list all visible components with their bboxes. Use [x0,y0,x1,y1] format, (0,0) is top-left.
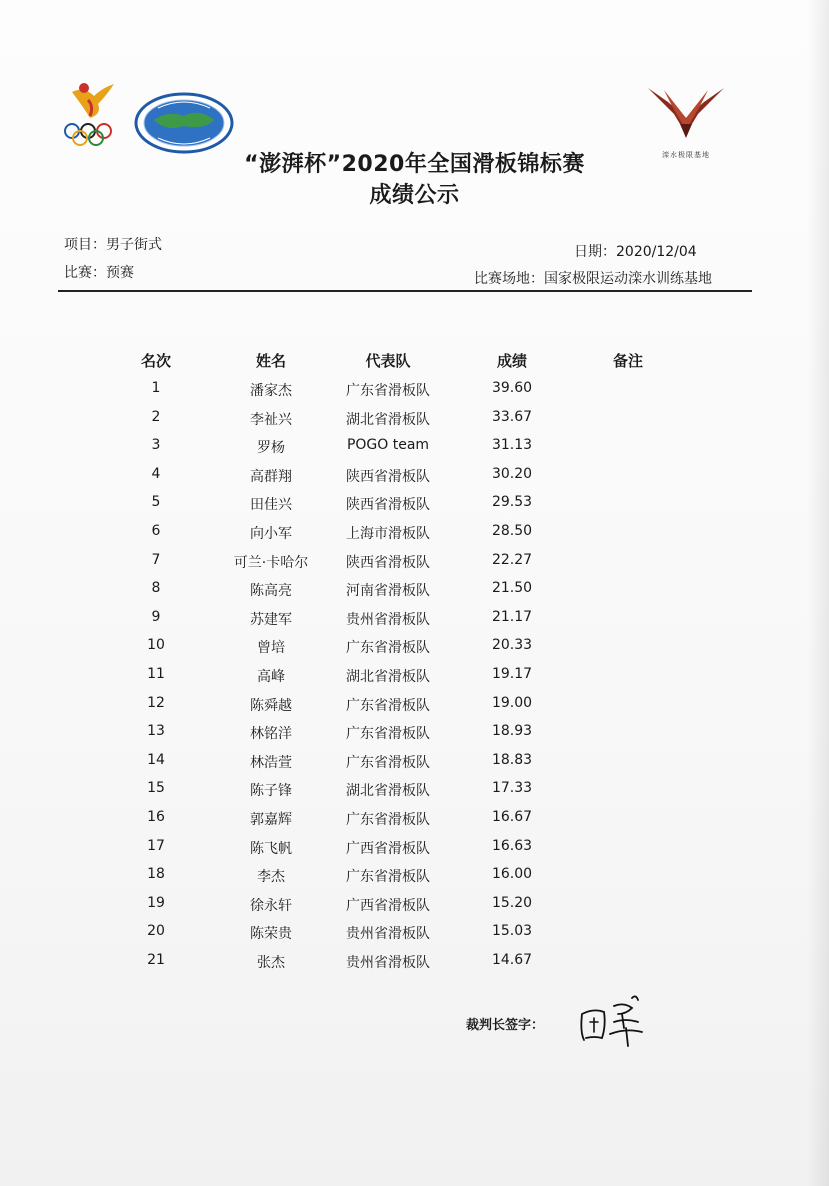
name-cell: 张杰 [257,954,285,971]
score-cell: 33.67 [491,408,533,425]
venue-label: 比赛场地：国家极限运动滦水训练基地 [474,271,712,287]
name-cell: 陈子锋 [250,783,292,800]
table-row [0,834,829,863]
score-cell: 30.20 [491,465,533,482]
name-cell: 郭嘉辉 [250,811,292,828]
rank-cell: 7 [151,551,161,568]
table-row [0,719,829,748]
table-row [0,862,829,891]
rank-cell: 18 [147,866,165,883]
results-table [0,376,829,976]
table-row [0,891,829,920]
name-cell: 罗杨 [257,440,285,457]
round-label: 比赛：预赛 [64,265,134,281]
team-cell: 湖北省滑板队 [346,668,430,685]
column-header-name: 姓名 [255,352,286,370]
table-row [0,462,829,491]
score-cell: 16.67 [491,808,533,825]
score-cell: 21.50 [491,580,533,597]
rank-cell: 14 [147,751,165,768]
team-cell: 广东省滑板队 [346,754,430,771]
team-cell: POGO team [346,437,430,454]
rank-cell: 9 [151,608,161,625]
team-cell: 广西省滑板队 [346,840,430,857]
column-header-note: 备注 [612,352,643,370]
name-cell: 林浩萱 [250,754,292,771]
team-cell: 陕西省滑板队 [346,497,430,514]
score-cell: 19.00 [491,694,533,711]
team-cell: 陕西省滑板队 [346,554,430,571]
team-cell: 广东省滑板队 [346,811,430,828]
score-cell: 22.27 [491,551,533,568]
name-cell: 林铭洋 [250,726,292,743]
name-cell: 潘家杰 [250,383,292,399]
name-cell: 曾培 [257,640,285,657]
rank-cell: 12 [147,694,165,711]
header-divider [58,290,752,292]
score-cell: 28.50 [491,522,533,539]
table-row [0,748,829,777]
sports-federation-logo [60,78,122,148]
table-row [0,691,829,720]
score-cell: 18.83 [491,751,533,768]
team-cell: 广东省滑板队 [346,697,430,714]
table-row [0,519,829,548]
name-cell: 陈舜越 [250,697,292,714]
name-cell: 陈荣贵 [250,926,292,943]
name-cell: 李祉兴 [250,411,292,428]
team-cell: 贵州省滑板队 [346,926,430,943]
team-cell: 河南省滑板队 [346,583,430,600]
rank-cell: 19 [147,894,165,911]
handwritten-signature [574,992,664,1052]
team-cell: 陕西省滑板队 [346,468,430,485]
table-row [0,919,829,948]
table-row [0,376,829,405]
team-cell: 广东省滑板队 [346,640,430,657]
team-cell: 贵州省滑板队 [346,954,430,971]
name-cell: 陈飞帆 [250,840,292,857]
team-cell: 湖北省滑板队 [346,783,430,800]
table-row [0,548,829,577]
score-cell: 16.63 [491,837,533,854]
score-cell: 39.60 [491,380,533,396]
fox-emblem-icon [634,84,738,146]
team-cell: 广东省滑板队 [346,726,430,743]
team-cell: 广西省滑板队 [346,897,430,914]
rank-cell: 5 [151,494,161,511]
score-cell: 31.13 [491,437,533,454]
table-row [0,433,829,462]
base-logo-text: 滦水极限基地 [662,151,710,159]
rank-cell: 10 [147,637,165,654]
page-title: “澎湃杯”2020年全国滑板锦标赛 [244,152,585,177]
team-cell: 广东省滑板队 [346,869,430,886]
chief-judge-signature-label: 裁判长签字： [466,1018,545,1033]
skateboard-association-logo [134,92,234,154]
name-cell: 陈高亮 [250,583,292,600]
rank-cell: 8 [151,580,161,597]
table-row [0,662,829,691]
team-cell: 上海市滑板队 [346,525,430,542]
team-cell: 广东省滑板队 [346,383,430,399]
date-label: 日期：2020/12/04 [574,244,697,260]
score-cell: 15.03 [491,923,533,940]
table-row [0,776,829,805]
score-cell: 16.00 [491,866,533,883]
event-label: 项目：男子街式 [64,237,162,253]
name-cell: 田佳兴 [250,497,292,514]
page-subtitle: 成绩公示 [369,183,460,208]
score-cell: 17.33 [491,780,533,797]
name-cell: 高群翔 [250,468,292,485]
name-cell: 可兰·卡哈尔 [233,554,309,571]
name-cell: 苏建军 [250,611,292,628]
rank-cell: 2 [151,408,161,425]
rank-cell: 6 [151,522,161,539]
column-header-score: 成绩 [496,352,527,370]
column-header-team: 代表队 [365,352,411,370]
rank-cell: 15 [147,780,165,797]
rank-cell: 11 [147,665,165,682]
table-row [0,633,829,662]
rank-cell: 4 [151,465,161,482]
rank-cell: 16 [147,808,165,825]
score-cell: 19.17 [491,665,533,682]
score-cell: 20.33 [491,637,533,654]
rank-cell: 20 [147,923,165,940]
score-cell: 21.17 [491,608,533,625]
score-cell: 14.67 [491,951,533,968]
column-header-rank: 名次 [140,352,171,370]
name-cell: 高峰 [257,668,285,685]
team-cell: 贵州省滑板队 [346,611,430,628]
score-cell: 15.20 [491,894,533,911]
rank-cell: 13 [147,723,165,740]
score-cell: 29.53 [491,494,533,511]
table-row [0,576,829,605]
rank-cell: 21 [147,951,165,968]
name-cell: 向小军 [250,525,292,542]
table-row [0,605,829,634]
rank-cell: 3 [151,437,161,454]
table-row [0,805,829,834]
rank-cell: 1 [151,380,161,396]
name-cell: 徐永轩 [250,897,292,914]
table-row [0,948,829,977]
rank-cell: 17 [147,837,165,854]
table-row [0,490,829,519]
name-cell: 李杰 [257,869,285,886]
team-cell: 湖北省滑板队 [346,411,430,428]
table-row [0,405,829,434]
score-cell: 18.93 [491,723,533,740]
